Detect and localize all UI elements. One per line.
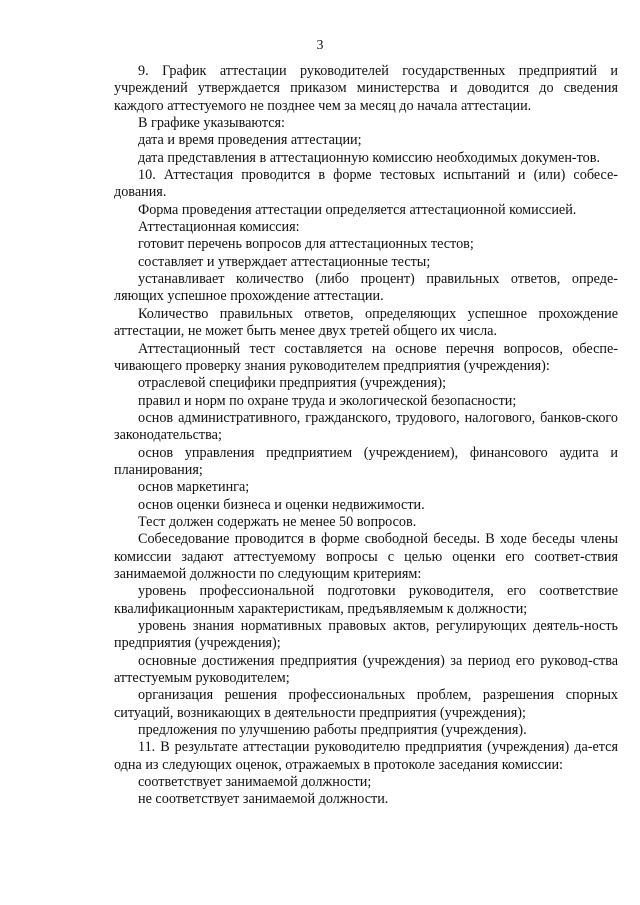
paragraph: предложения по улучшению работы предприятия (учреждения). (138, 722, 527, 739)
paragraph: дата и время проведения аттестации; (138, 132, 362, 149)
page-number: 3 (316, 38, 324, 53)
paragraph: 9. График аттестации руководителей государственных предприятий и учреждений утверждается приказом министерства и доводится до сведения каждого аттестуемого не позднее чем за месяц до начала аттестации. (114, 63, 618, 114)
paragraph: уровень знания нормативных правовых актов, регулирующих деятель-ность предприятия (учреждения); (114, 618, 618, 652)
paragraph: В графике указываются: (138, 115, 285, 132)
paragraph: организация решения профессиональных проблем, разрешения спорных ситуаций, возникающих в деятельности предприятия (учреждения); (114, 687, 618, 721)
paragraph: 11. В результате аттестации руководителю предприятия (учреждения) да-ется одна из следующих оценок, отражаемых в протоколе заседания комиссии: (114, 739, 618, 773)
paragraph: Собеседование проводится в форме свободной беседы. В ходе беседы члены комиссии задают аттестуемому вопросы с целью оценки его соответ-ствия занимаемой должности по следующим критериям: (114, 531, 618, 582)
paragraph: соответствует занимаемой должности; (138, 774, 372, 791)
paragraph: основ маркетинга; (138, 479, 250, 496)
paragraph: 10. Аттестация проводится в форме тестовых испытаний и (или) собесе-дования. (114, 167, 618, 201)
paragraph: Форма проведения аттестации определяется аттестационной комиссией. (138, 201, 577, 218)
paragraph: основ управления предприятием (учреждением), финансового аудита и планирования; (114, 444, 618, 478)
document-body (114, 63, 618, 809)
paragraph: готовит перечень вопросов для аттестационных тестов; (138, 236, 474, 253)
paragraph: основ оценки бизнеса и оценки недвижимости. (138, 496, 425, 513)
paragraph: Аттестационная комиссия: (138, 219, 300, 236)
paragraph: не соответствует занимаемой должности. (138, 791, 389, 808)
paragraph: отраслевой специфики предприятия (учреждения); (138, 375, 447, 392)
paragraph: Количество правильных ответов, определяющих успешное прохождение аттестации, не может быть менее двух третей общего их числа. (114, 305, 618, 340)
paragraph: правил и норм по охране труда и экологической безопасности; (138, 392, 517, 409)
paragraph: устанавливает количество (либо процент) правильных ответов, опреде-ляющих успешное прохождение аттестации. (114, 271, 618, 305)
paragraph: основ административного, гражданского, трудового, налогового, банков-ского законодательства; (114, 409, 618, 444)
paragraph: Тест должен содержать не менее 50 вопросов. (138, 513, 417, 530)
paragraph: составляет и утверждает аттестационные тесты; (138, 253, 431, 270)
paragraph: основные достижения предприятия (учреждения) за период его руковод-ства аттестуемым руководителем; (114, 652, 618, 687)
paragraph: уровень профессиональной подготовки руководителя, его соответствие квалификационным характеристикам, предъявляемым к должности; (114, 583, 618, 617)
paragraph: Аттестационный тест составляется на основе перечня вопросов, обеспе-чивающего проверку знания руководителем предприятия (учреждения): (114, 340, 618, 374)
paragraph: дата представления в аттестационную комиссию необходимых докумен-тов. (138, 149, 601, 166)
